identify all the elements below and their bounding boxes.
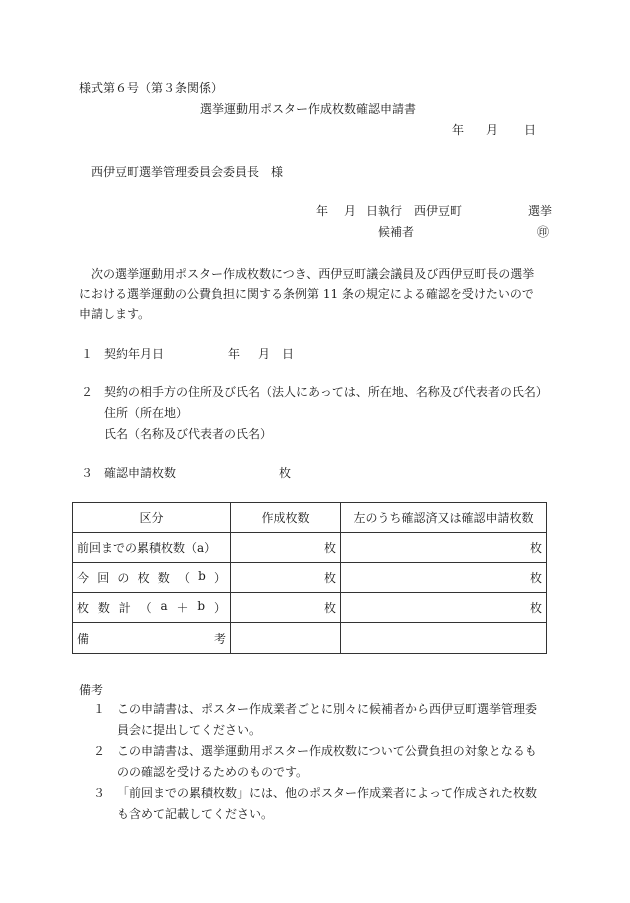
note-3 bbox=[93, 783, 553, 825]
item-1-number: １ bbox=[81, 347, 94, 361]
item-1-year: 年 bbox=[228, 347, 241, 361]
row-current-created-unit[interactable]: 枚 bbox=[231, 563, 341, 593]
label-char: 枚 bbox=[77, 601, 90, 615]
label-char: 考 bbox=[213, 631, 226, 646]
table-row bbox=[73, 593, 547, 623]
date-month-label: 月 bbox=[486, 123, 499, 137]
note-1-line-1: この申請書は、ポスター作成業者ごとに別々に候補者から西伊豆町選挙管理委 bbox=[117, 702, 538, 716]
election-year-label: 年 bbox=[316, 204, 329, 218]
label-char: 今 bbox=[77, 571, 90, 585]
item-3-number: ３ bbox=[81, 466, 94, 480]
row-cumulative-confirmed-unit[interactable]: 枚 bbox=[341, 533, 547, 563]
item-3-unit: 枚 bbox=[279, 466, 292, 480]
sheet-count-table bbox=[72, 502, 547, 654]
item-2-name: 氏名（名称及び代表者の氏名） bbox=[104, 427, 273, 441]
note-3-line-1: 「前回までの累積枚数」には、他のポスター作成業者によって作成された枚数 bbox=[117, 786, 538, 800]
document-title: 選挙運動用ポスター作成枚数確認申請書 bbox=[200, 102, 417, 116]
note-2-line-2: のの確認を受けるためのものです。 bbox=[117, 765, 309, 779]
row-cumulative-created-unit[interactable]: 枚 bbox=[231, 533, 341, 563]
note-2-number: ２ bbox=[93, 744, 106, 758]
label-char: 回 bbox=[97, 571, 110, 585]
table-row bbox=[73, 563, 547, 593]
label-char: ＋ bbox=[176, 601, 189, 615]
label-char: ） bbox=[213, 601, 226, 615]
table-header-row bbox=[73, 503, 547, 533]
label-char: ） bbox=[213, 571, 226, 585]
label-char: の bbox=[117, 571, 130, 585]
date-year-label: 年 bbox=[452, 123, 465, 137]
row-label-current bbox=[73, 563, 231, 593]
intro-line-1: 次の選挙運動用ポスター作成枚数につき、西伊豆町議会議員及び西伊豆町長の選挙 bbox=[91, 267, 535, 281]
item-2-address: 住所（所在地） bbox=[104, 406, 189, 420]
addressee: 西伊豆町選挙管理委員会委員長 様 bbox=[91, 165, 284, 179]
label-char: b bbox=[198, 569, 206, 583]
label-char: 数 bbox=[157, 571, 170, 585]
row-current-confirmed-unit[interactable]: 枚 bbox=[341, 563, 547, 593]
item-2-label: 契約の相手方の住所及び氏名（法人にあっては、所在地、名称及び代表者の氏名） bbox=[104, 385, 548, 399]
form-number: 様式第６号（第３条関係） bbox=[79, 81, 224, 95]
election-type-label: 選挙 bbox=[528, 204, 553, 218]
item-2-number: ２ bbox=[81, 385, 94, 399]
table-row bbox=[73, 623, 547, 654]
item-1-day: 日 bbox=[282, 347, 295, 361]
label-char: 計 bbox=[118, 601, 131, 615]
election-day-label: 日執行 bbox=[366, 204, 403, 218]
label-char: 枚 bbox=[137, 571, 150, 585]
row-remarks-confirmed[interactable] bbox=[341, 623, 547, 654]
note-1-number: １ bbox=[93, 702, 106, 716]
header-confirmed-count: 左のうち確認済又は確認申請枚数 bbox=[341, 503, 547, 533]
item-1-label: 契約年月日 bbox=[104, 347, 165, 361]
label-char: 数 bbox=[97, 601, 110, 615]
row-label-total bbox=[73, 593, 231, 623]
intro-line-2: における選挙運動の公費負担に関する条例第 11 条の規定による確認を受けたいので bbox=[79, 287, 534, 301]
intro-line-3: 申請します。 bbox=[79, 307, 151, 321]
label-char: a bbox=[160, 599, 168, 613]
note-3-number: ３ bbox=[93, 786, 106, 800]
note-1-line-2: 員会に提出してください。 bbox=[117, 723, 262, 737]
row-label-remarks bbox=[73, 623, 231, 654]
label-char: b bbox=[197, 599, 206, 613]
note-1 bbox=[93, 699, 553, 741]
label-char: 備 bbox=[77, 631, 90, 646]
notes-heading: 備考 bbox=[79, 683, 104, 697]
seal-mark: ㊞ bbox=[537, 225, 550, 239]
item-3-label: 確認申請枚数 bbox=[104, 466, 177, 480]
row-label-cumulative: 前回までの累積枚数（a） bbox=[73, 533, 231, 563]
note-2-line-1: この申請書は、選挙運動用ポスター作成枚数について公費負担の対象となるも bbox=[117, 744, 537, 758]
table-row bbox=[73, 533, 547, 563]
item-1-month: 月 bbox=[258, 347, 271, 361]
note-3-line-2: も含めて記載してください。 bbox=[117, 807, 274, 821]
header-category: 区分 bbox=[73, 503, 231, 533]
candidate-label: 候補者 bbox=[378, 225, 415, 239]
row-total-created-unit[interactable]: 枚 bbox=[231, 593, 341, 623]
date-day-label: 日 bbox=[524, 123, 537, 137]
election-town: 西伊豆町 bbox=[414, 204, 463, 218]
row-remarks-created[interactable] bbox=[231, 623, 341, 654]
label-char: （ bbox=[139, 601, 152, 615]
header-created-count: 作成枚数 bbox=[231, 503, 341, 533]
row-total-confirmed-unit[interactable]: 枚 bbox=[341, 593, 547, 623]
election-month-label: 月 bbox=[344, 204, 357, 218]
intro-paragraph bbox=[79, 264, 555, 324]
note-2 bbox=[93, 741, 553, 783]
label-char: （ bbox=[177, 571, 190, 585]
